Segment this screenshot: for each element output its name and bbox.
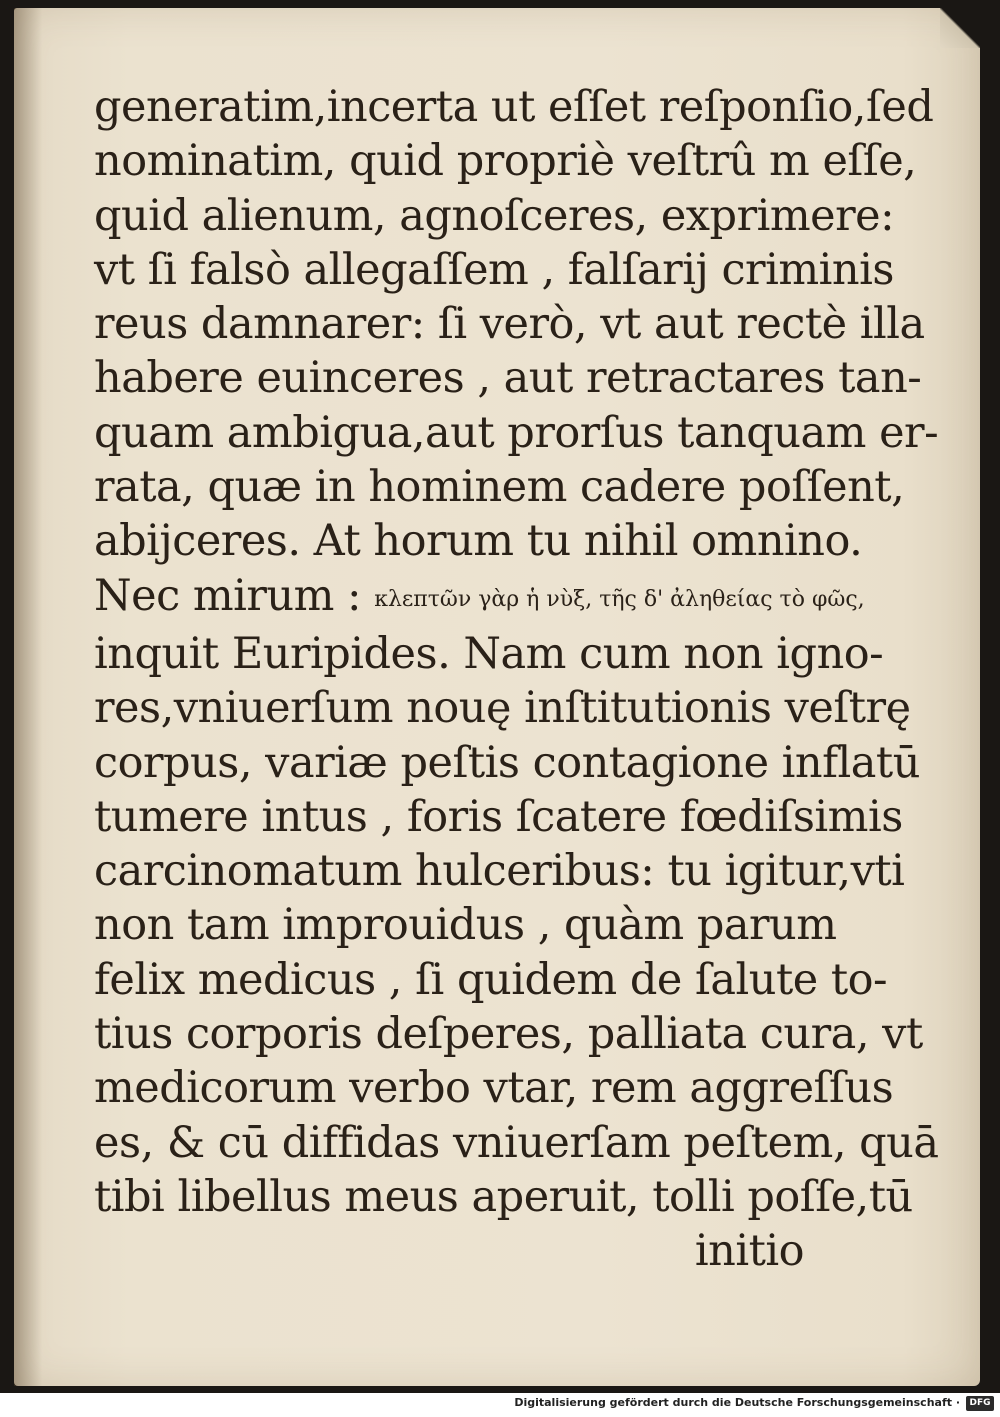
euripides-line-end: Nam cum non igno- — [463, 628, 884, 679]
text-line: es, & cū diffidas vniuerſam peſtem, quā — [94, 1117, 939, 1168]
text-line: tius corporis deſperes, palliata cura, vt — [94, 1009, 923, 1060]
text-line: quid alienum, agnoſceres, exprimere: — [94, 190, 895, 241]
text-line: corpus, variæ peſtis contagione inflatū — [94, 737, 920, 788]
text-line: habere euinceres , aut retractares tan- — [94, 353, 922, 404]
book-page — [14, 8, 980, 1386]
page-corner-fold — [940, 8, 980, 48]
text-line: non tam improuidus , quàm parum — [94, 900, 837, 951]
text-line: res,vniuerſum nouę inſtitutionis veſtrę — [94, 683, 911, 734]
funding-credit: Digitalisierung gefördert durch die Deutsche Forschungsgemeinschaft · — [514, 1396, 960, 1409]
page-gutter-shadow — [14, 8, 42, 1386]
euripides-attribution: inquit Euripides. — [94, 628, 451, 679]
text-line: medicorum verbo vtar, rem aggreſſus — [94, 1063, 894, 1114]
text-line: reus damnarer: ſi verò, vt aut rectè illa — [94, 299, 925, 350]
text-line: carcinomatum hulceribus: tu igitur,vti — [94, 846, 905, 897]
text-line: tumere intus , foris ſcatere fœdiſsimis — [94, 791, 903, 842]
text-line: tibi libellus meus aperuit, tolli poſſe,tū — [94, 1171, 913, 1222]
page-text — [94, 80, 939, 1279]
dfg-logo: DFG — [966, 1396, 994, 1411]
text-line: abijceres. At horum tu nihil omnino. — [94, 516, 863, 567]
text-line: rata, quæ in hominem cadere poſſent, — [94, 462, 905, 513]
text-line: generatim,incerta ut eſſet reſponſio,ſed — [94, 82, 934, 132]
text-line: nominatim, quid propriè veſtrû m eſſe, — [94, 136, 917, 187]
text-line-euripides — [94, 627, 884, 681]
greek-quotation: κλεπτῶν γὰρ ἡ νὺξ, τῆς δ' ἀληθείας τὸ φῶς, — [374, 586, 865, 612]
text-line: felix medicus , ſi quidem de ſalute to- — [94, 954, 888, 1005]
catchword: initio — [694, 1226, 804, 1277]
text-line: vt ſi falsò allegaſſem , falſarij criminis — [94, 244, 894, 295]
digitization-footer — [0, 1393, 1000, 1417]
greek-line-prefix: Nec mirum : — [94, 570, 362, 621]
text-line-greek — [94, 569, 865, 627]
text-line: quam ambigua,aut prorſus tanquam er- — [94, 407, 939, 458]
